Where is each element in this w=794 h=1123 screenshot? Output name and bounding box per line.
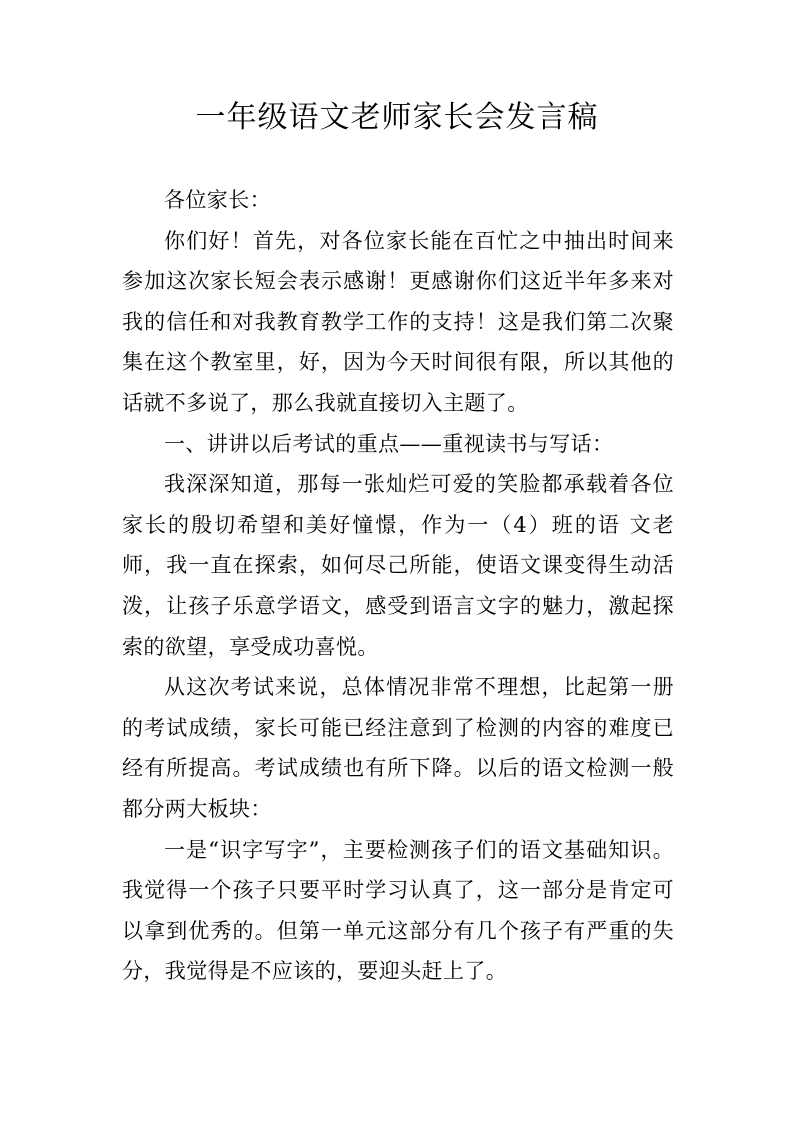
paragraph-literacy-section: 一是“识字写字”，主要检测孩子们的语文基础知识。我觉得一个孩子只要平时学习认真了，这一部分是肯定可以拿到优秀的。但第一单元这部分有几个孩子有严重的失分，我觉得是不应该的，要迎头赶上了。 bbox=[122, 837, 674, 984]
paragraph-opening: 你们好！首先，对各位家长能在百忙之中抽出时间来参加这次家长短会表示感谢！更感谢你们这近半年多来对我的信任和对我教育教学工作的支持！这是我们第二次聚集在这个教室里，好，因为今天时间很有限，所以其他的话就不多说了，那么我就直接切入主题了。 bbox=[122, 228, 674, 415]
document-body bbox=[122, 180, 674, 992]
paragraph-teacher-reflection: 我深深知道，那每一张灿烂可爱的笑脸都承载着各位家长的殷切希望和美好憧憬，作为一（4）班的语 文老师，我一直在探索，如何尽己所能，使语文课变得生动活泼，让孩子乐意学语文，感受到语言文字的魅力，激起探索的欲望，享受成功喜悦。 bbox=[122, 472, 674, 659]
paragraph-exam-summary: 从这次考试来说，总体情况非常不理想，比起第一册的考试成绩，家长可能已经注意到了检测的内容的难度已经有所提高。考试成绩也有所下降。以后的语文检测一般都分两大板块： bbox=[122, 675, 674, 821]
paragraph-greeting: 各位家长： bbox=[164, 188, 271, 212]
paragraph-section-heading: 一、讲讲以后考试的重点——重视读书与写话： bbox=[164, 431, 614, 456]
document-title: 一年级语文老师家长会发言稿 bbox=[195, 100, 599, 135]
